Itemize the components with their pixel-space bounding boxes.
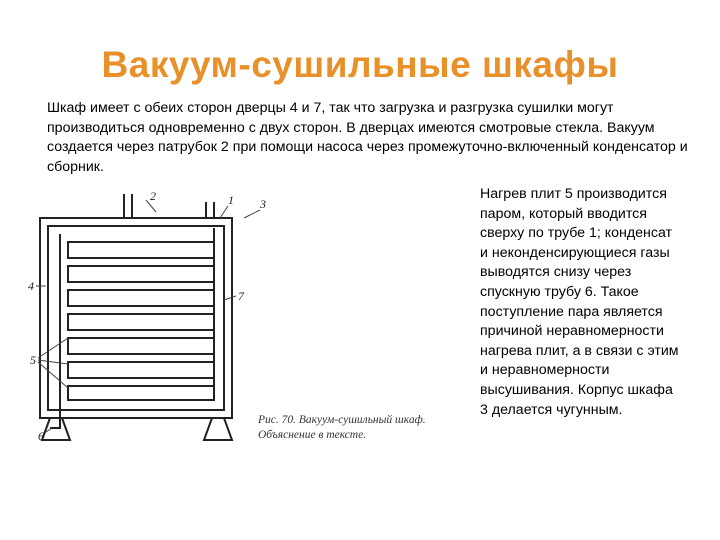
heating-plate — [68, 266, 214, 282]
label-1: 1 — [228, 193, 234, 207]
label-4: 4 — [28, 279, 34, 293]
heating-plate — [68, 386, 214, 400]
leader-5 — [38, 338, 68, 388]
cabinet-diagram — [28, 188, 468, 450]
label-7: 7 — [238, 289, 244, 303]
label-3: 3 — [260, 197, 266, 211]
heating-plate — [68, 314, 214, 330]
label-5: 5 — [30, 353, 36, 367]
heating-plate — [68, 338, 214, 354]
leader-1 — [220, 206, 228, 218]
drain-pipe-6 — [50, 404, 60, 428]
vacuum-pipe-2 — [124, 194, 132, 218]
steam-pipe-1 — [206, 202, 214, 218]
label-6: 6 — [38, 429, 44, 443]
leader-3 — [244, 210, 260, 218]
intro-paragraph: Шкаф имеет с обеих сторон дверцы 4 и 7, так что загрузка и разгрузка сушилки могут производиться одновременно с двух сторон. В дверцах имеются смотровые стекла. Вакуум создается через патрубок 2 при помощи насоса через промежуточно-включенный конденсатор и сборник. — [47, 100, 688, 175]
heating-plate — [68, 290, 214, 306]
figure-caption: Рис. 70. Вакуум-сушильный шкаф. Объяснение в тексте. — [258, 414, 426, 441]
heating-plate — [68, 242, 214, 258]
cabinet-leg — [204, 418, 232, 440]
side-paragraph: Нагрев плит 5 производится паром, который вводится сверху по трубе 1; конденсат и неконденсирующиеся газы выводятся снизу через спускную трубу 6. Такое поступление пара является причиной неравномерности нагрева плит, а в связи с этим и неравномерности высушивания. Корпус шкафа 3 делается чугунным. — [480, 186, 679, 418]
heating-plate — [68, 362, 214, 378]
leader-7 — [224, 296, 236, 300]
slide-title: Вакуум-сушильные шкафы — [101, 44, 619, 85]
cabinet-drawing — [28, 188, 468, 450]
cabinet-inner-wall — [48, 226, 224, 410]
label-2: 2 — [150, 189, 156, 203]
